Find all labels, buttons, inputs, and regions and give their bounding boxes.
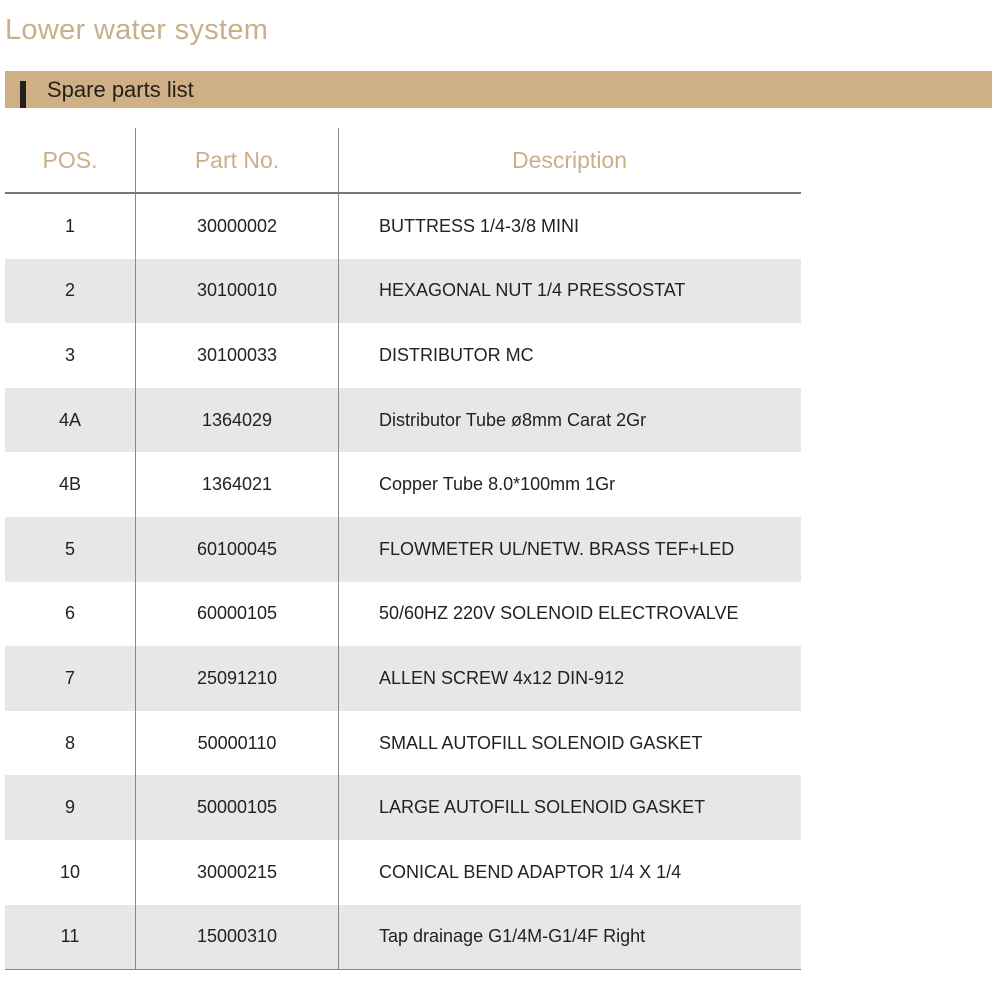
table-row [5, 646, 801, 711]
cell-pos: 8 [64, 732, 75, 753]
cell-part-no: 25091210 [136, 646, 339, 711]
header-description: Description [339, 128, 802, 193]
section-header [5, 71, 992, 108]
table-row [5, 259, 801, 324]
cell-pos: 4B [58, 474, 82, 495]
cell-pos: 7 [5, 646, 136, 711]
header-pos: POS. [5, 128, 136, 193]
cell-part-no: 1364021 [136, 452, 339, 517]
table-row [5, 711, 801, 776]
cell-pos: 3 [64, 344, 75, 365]
cell-pos: 1 [64, 215, 75, 236]
cell-pos: 5 [5, 517, 136, 582]
table-row [5, 775, 801, 840]
spare-parts-table [5, 128, 801, 970]
table-row [5, 193, 801, 259]
cell-description: DISTRIBUTOR MC [339, 323, 802, 388]
cell-part-no: 30100010 [136, 259, 339, 324]
cell-pos: 10 [59, 861, 81, 882]
cell-pos: 11 [5, 905, 136, 970]
cell-part-no: 50000105 [136, 775, 339, 840]
cell-description: HEXAGONAL NUT 1/4 PRESSOSTAT [339, 259, 802, 324]
table-row [5, 840, 801, 905]
cell-description: BUTTRESS 1/4-3/8 MINI [339, 193, 802, 259]
section-marker [20, 81, 26, 108]
cell-part-no: 1364029 [136, 388, 339, 453]
table-row [5, 388, 801, 453]
cell-part-no: 50000110 [136, 711, 339, 776]
section-title: Spare parts list [47, 77, 194, 102]
cell-description: CONICAL BEND ADAPTOR 1/4 X 1/4 [339, 840, 802, 905]
cell-pos: 2 [5, 259, 136, 324]
cell-part-no: 60000105 [136, 582, 339, 647]
cell-description: Distributor Tube ø8mm Carat 2Gr [339, 388, 802, 453]
cell-description: Tap drainage G1/4M-G1/4F Right [339, 905, 802, 970]
header-part-no: Part No. [136, 128, 339, 193]
cell-description: LARGE AUTOFILL SOLENOID GASKET [339, 775, 802, 840]
cell-part-no: 15000310 [136, 905, 339, 970]
table-row [5, 517, 801, 582]
cell-description: Copper Tube 8.0*100mm 1Gr [339, 452, 802, 517]
cell-pos: 6 [64, 603, 75, 624]
table-row [5, 582, 801, 647]
cell-description: FLOWMETER UL/NETW. BRASS TEF+LED [339, 517, 802, 582]
page-title: Lower water system [5, 14, 269, 46]
table-row [5, 452, 801, 517]
cell-part-no: 60100045 [136, 517, 339, 582]
cell-part-no: 30100033 [136, 323, 339, 388]
table-row [5, 323, 801, 388]
cell-part-no: 30000002 [136, 193, 339, 259]
cell-part-no: 30000215 [136, 840, 339, 905]
cell-description: SMALL AUTOFILL SOLENOID GASKET [339, 711, 802, 776]
cell-pos: 9 [5, 775, 136, 840]
cell-description: ALLEN SCREW 4x12 DIN-912 [339, 646, 802, 711]
cell-pos: 4A [5, 388, 136, 453]
cell-description: 50/60HZ 220V SOLENOID ELECTROVALVE [339, 582, 802, 647]
table-row [5, 905, 801, 970]
